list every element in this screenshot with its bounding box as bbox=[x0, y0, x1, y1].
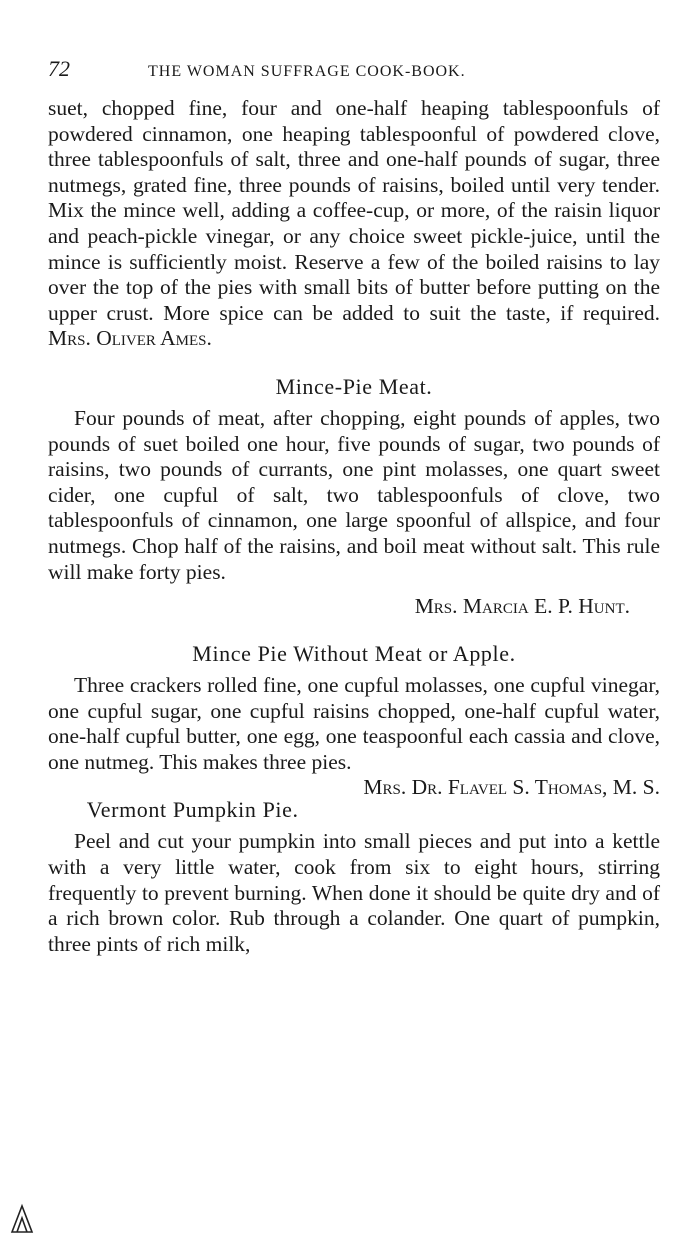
running-title: THE WOMAN SUFFRAGE COOK-BOOK. bbox=[148, 63, 466, 80]
recipe-title-mince-pie-meat: Mince-Pie Meat. bbox=[275, 373, 433, 399]
book-page bbox=[48, 56, 660, 957]
recipe-continuation-body: suet, chopped fine, four and one-half heaping tablespoonfuls of powdered cinnamon, one heaping tablespoonful of powdered clove, three tablespoonfuls of salt, three and one-half pounds of sugar, three nutmegs, grated fine, three pounds of raisins, boiled until very tender. Mix the mince well, adding a coffee-cup, or more, of the raisin liquor and peach-pickle vinegar, or any choice sweet pickle-juice, until the mince is sufficiently moist. Reserve a few of the boiled raisins to lay over the top of the pies with small bits of butter before putting on the upper crust. More spice can be added to suit the taste, if required. bbox=[48, 96, 660, 325]
recipe-text-mince-pie-without-meat bbox=[48, 673, 660, 800]
recipe-title-mince-pie-without-meat: Mince Pie Without Meat or Apple. bbox=[192, 641, 516, 667]
recipe-author-mince-pie-meat: Mrs. Marcia E. P. Hunt. bbox=[414, 594, 630, 619]
recipe-author-mince-pie-without-meat: Mrs. Dr. Flavel S. Thomas, M. S. bbox=[363, 775, 660, 800]
corner-triangle-mark bbox=[8, 1202, 36, 1234]
recipe-body-mince-pie-meat: Four pounds of meat, after chopping, eight pounds of apples, two pounds of suet boiled one hour, five pounds of sugar, two pounds of raisins, two pounds of currants, one pint molasses, one quart sweet cider, one cupful of salt, two tablespoonfuls of clove, two tablespoonfuls of cinnamon, one large spoonful of allspice, and four nutmegs. Chop half of the raisins, and boil meat without salt. This rule will make forty pies. bbox=[48, 405, 660, 584]
page-number: 72 bbox=[48, 56, 70, 81]
recipe-continuation-text bbox=[48, 96, 660, 352]
recipe-body-mince-pie-without-meat: Three crackers rolled fine, one cupful molasses, one cupful vinegar, one cupful sugar, one cupful raisins chopped, one-half cupful water, one-half cupful butter, one egg, one teaspoonful each cassia and clove, one nutmeg. This makes three pies. bbox=[48, 673, 660, 774]
recipe-continuation-author: Mrs. Oliver Ames. bbox=[48, 326, 212, 351]
recipe-title-vermont-pumpkin-pie: Vermont Pumpkin Pie. bbox=[86, 797, 299, 823]
page-header bbox=[48, 56, 660, 96]
recipe-body-vermont-pumpkin-pie: Peel and cut your pumpkin into small pieces and put into a kettle with a very little water, cook from six to eight hours, stirring frequently to prevent burning. When done it should be quite dry and of a rich brown color. Rub through a colander. One quart of pumpkin, three pints of rich milk, bbox=[48, 829, 660, 956]
